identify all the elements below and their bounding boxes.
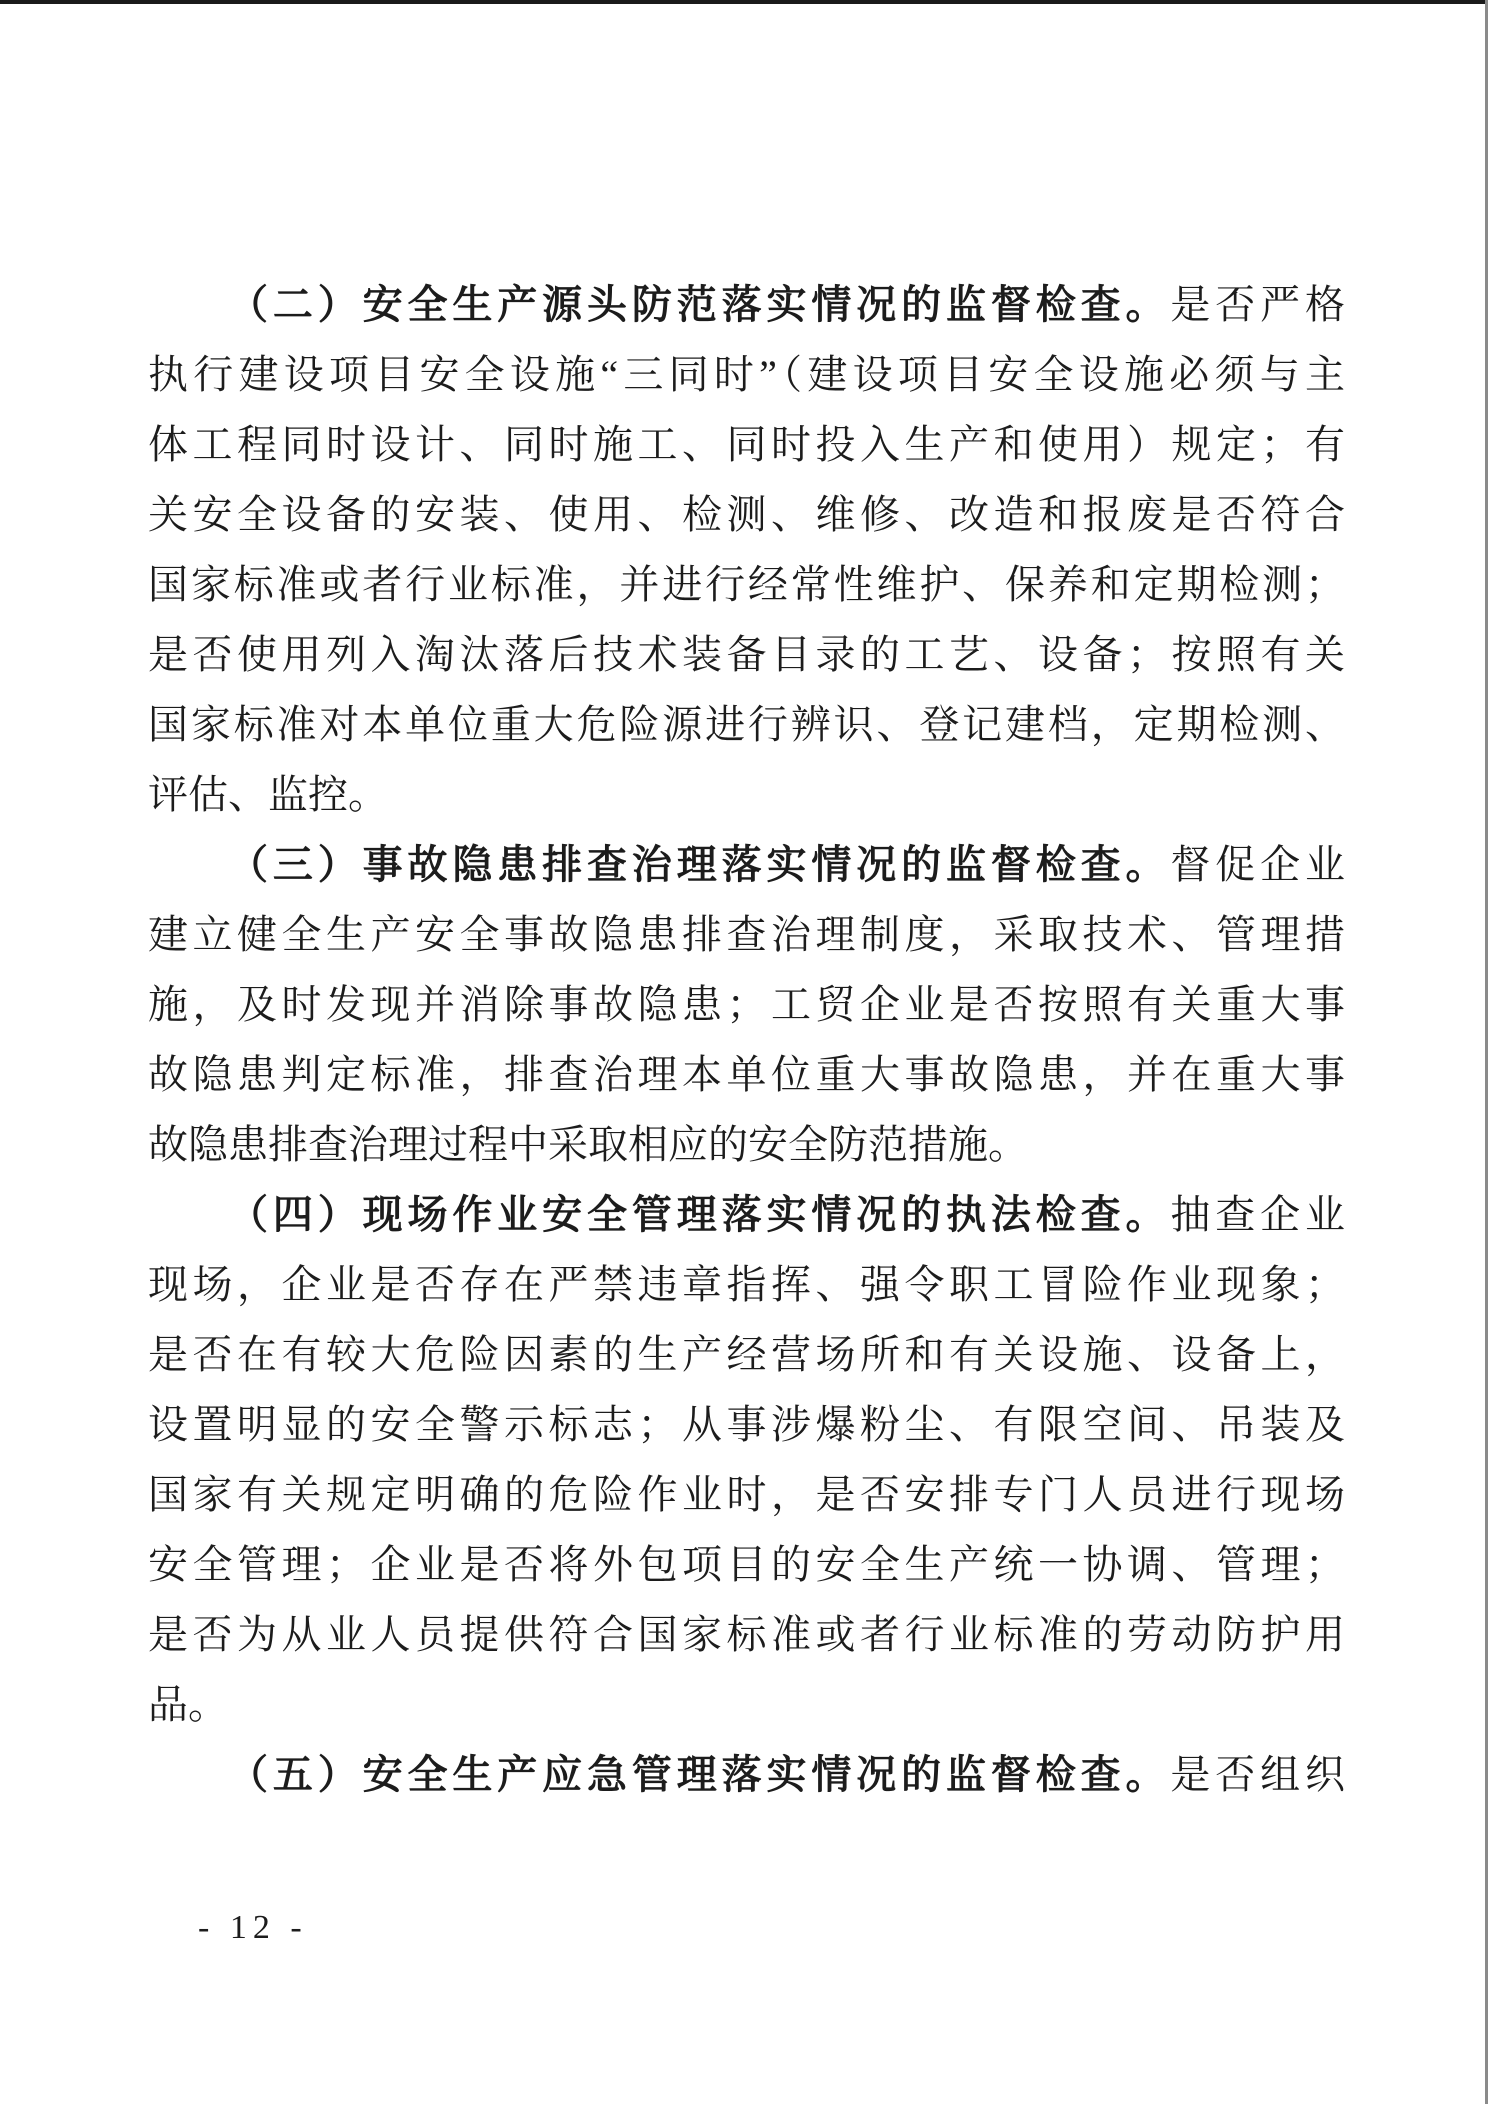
heading-run: （四）现场作业安全管理落实情况的执法检查。 (228, 1192, 1171, 1237)
heading-run: （三）事故隐患排查治理落实情况的监督检查。 (228, 842, 1171, 887)
text-line (148, 1250, 1345, 1320)
text-line (148, 1320, 1345, 1390)
text-run: 建立健全生产安全事故隐患排查治理制度，采取技术、管理措 (148, 912, 1345, 957)
text-run: 是否在有较大危险因素的生产经营场所和有关设施、设备上， (148, 1332, 1345, 1377)
text-run: 抽查企业 (1170, 1192, 1345, 1237)
heading-run: （二）安全生产源头防范落实情况的监督检查。 (228, 282, 1171, 327)
text-run: 故隐患判定标准，排查治理本单位重大事故隐患，并在重大事 (148, 1052, 1345, 1097)
text-line (148, 1670, 1345, 1740)
text-line (148, 1040, 1345, 1110)
text-line (148, 690, 1345, 760)
text-line (148, 620, 1345, 690)
text-run: 国家标准对本单位重大危险源进行辨识、登记建档，定期检测、 (148, 702, 1345, 747)
heading-run: （五）安全生产应急管理落实情况的监督检查。 (228, 1752, 1171, 1797)
text-run: 施，及时发现并消除事故隐患；工贸企业是否按照有关重大事 (148, 982, 1345, 1027)
text-run: 体工程同时设计、同时施工、同时投入生产和使用）规定；有 (148, 422, 1345, 467)
document-text (148, 270, 1345, 1810)
text-run: 是否为从业人员提供符合国家标准或者行业标准的劳动防护用 (148, 1612, 1345, 1657)
text-run: 设置明显的安全警示标志；从事涉爆粉尘、有限空间、吊装及 (148, 1402, 1345, 1447)
text-run: 评估、监控。 (148, 772, 388, 817)
scan-edge-top (0, 0, 1488, 4)
text-line (148, 830, 1345, 900)
text-line (148, 270, 1345, 340)
text-run: 安全管理；企业是否将外包项目的安全生产统一协调、管理； (148, 1542, 1345, 1587)
text-line (148, 1390, 1345, 1460)
text-run: 是否使用列入淘汰落后技术装备目录的工艺、设备；按照有关 (148, 632, 1345, 677)
text-line (148, 1740, 1345, 1810)
text-run: 执行建设项目安全设施“三同时”（建设项目安全设施必须与主 (148, 352, 1345, 397)
text-run: 督促企业 (1170, 842, 1345, 887)
page-number: - 12 - (198, 1909, 308, 1946)
text-run: 是否严格 (1170, 282, 1345, 327)
text-line (148, 340, 1345, 410)
text-line (148, 1600, 1345, 1670)
text-line (148, 550, 1345, 620)
text-line (148, 480, 1345, 550)
text-run: 现场，企业是否存在严禁违章指挥、强令职工冒险作业现象； (148, 1262, 1345, 1307)
text-line (148, 760, 1345, 830)
text-line (148, 1530, 1345, 1600)
text-line (148, 410, 1345, 480)
text-run: 国家标准或者行业标准，并进行经常性维护、保养和定期检测； (148, 562, 1345, 607)
text-line (148, 1110, 1345, 1180)
text-line (148, 1460, 1345, 1530)
text-run: 关安全设备的安装、使用、检测、维修、改造和报废是否符合 (148, 492, 1345, 537)
text-run: 故隐患排查治理过程中采取相应的安全防范措施。 (148, 1122, 1028, 1167)
text-line (148, 970, 1345, 1040)
text-line (148, 1180, 1345, 1250)
text-run: 品。 (148, 1682, 228, 1727)
text-run: 国家有关规定明确的危险作业时，是否安排专门人员进行现场 (148, 1472, 1345, 1517)
text-run: 是否组织 (1170, 1752, 1345, 1797)
text-line (148, 900, 1345, 970)
